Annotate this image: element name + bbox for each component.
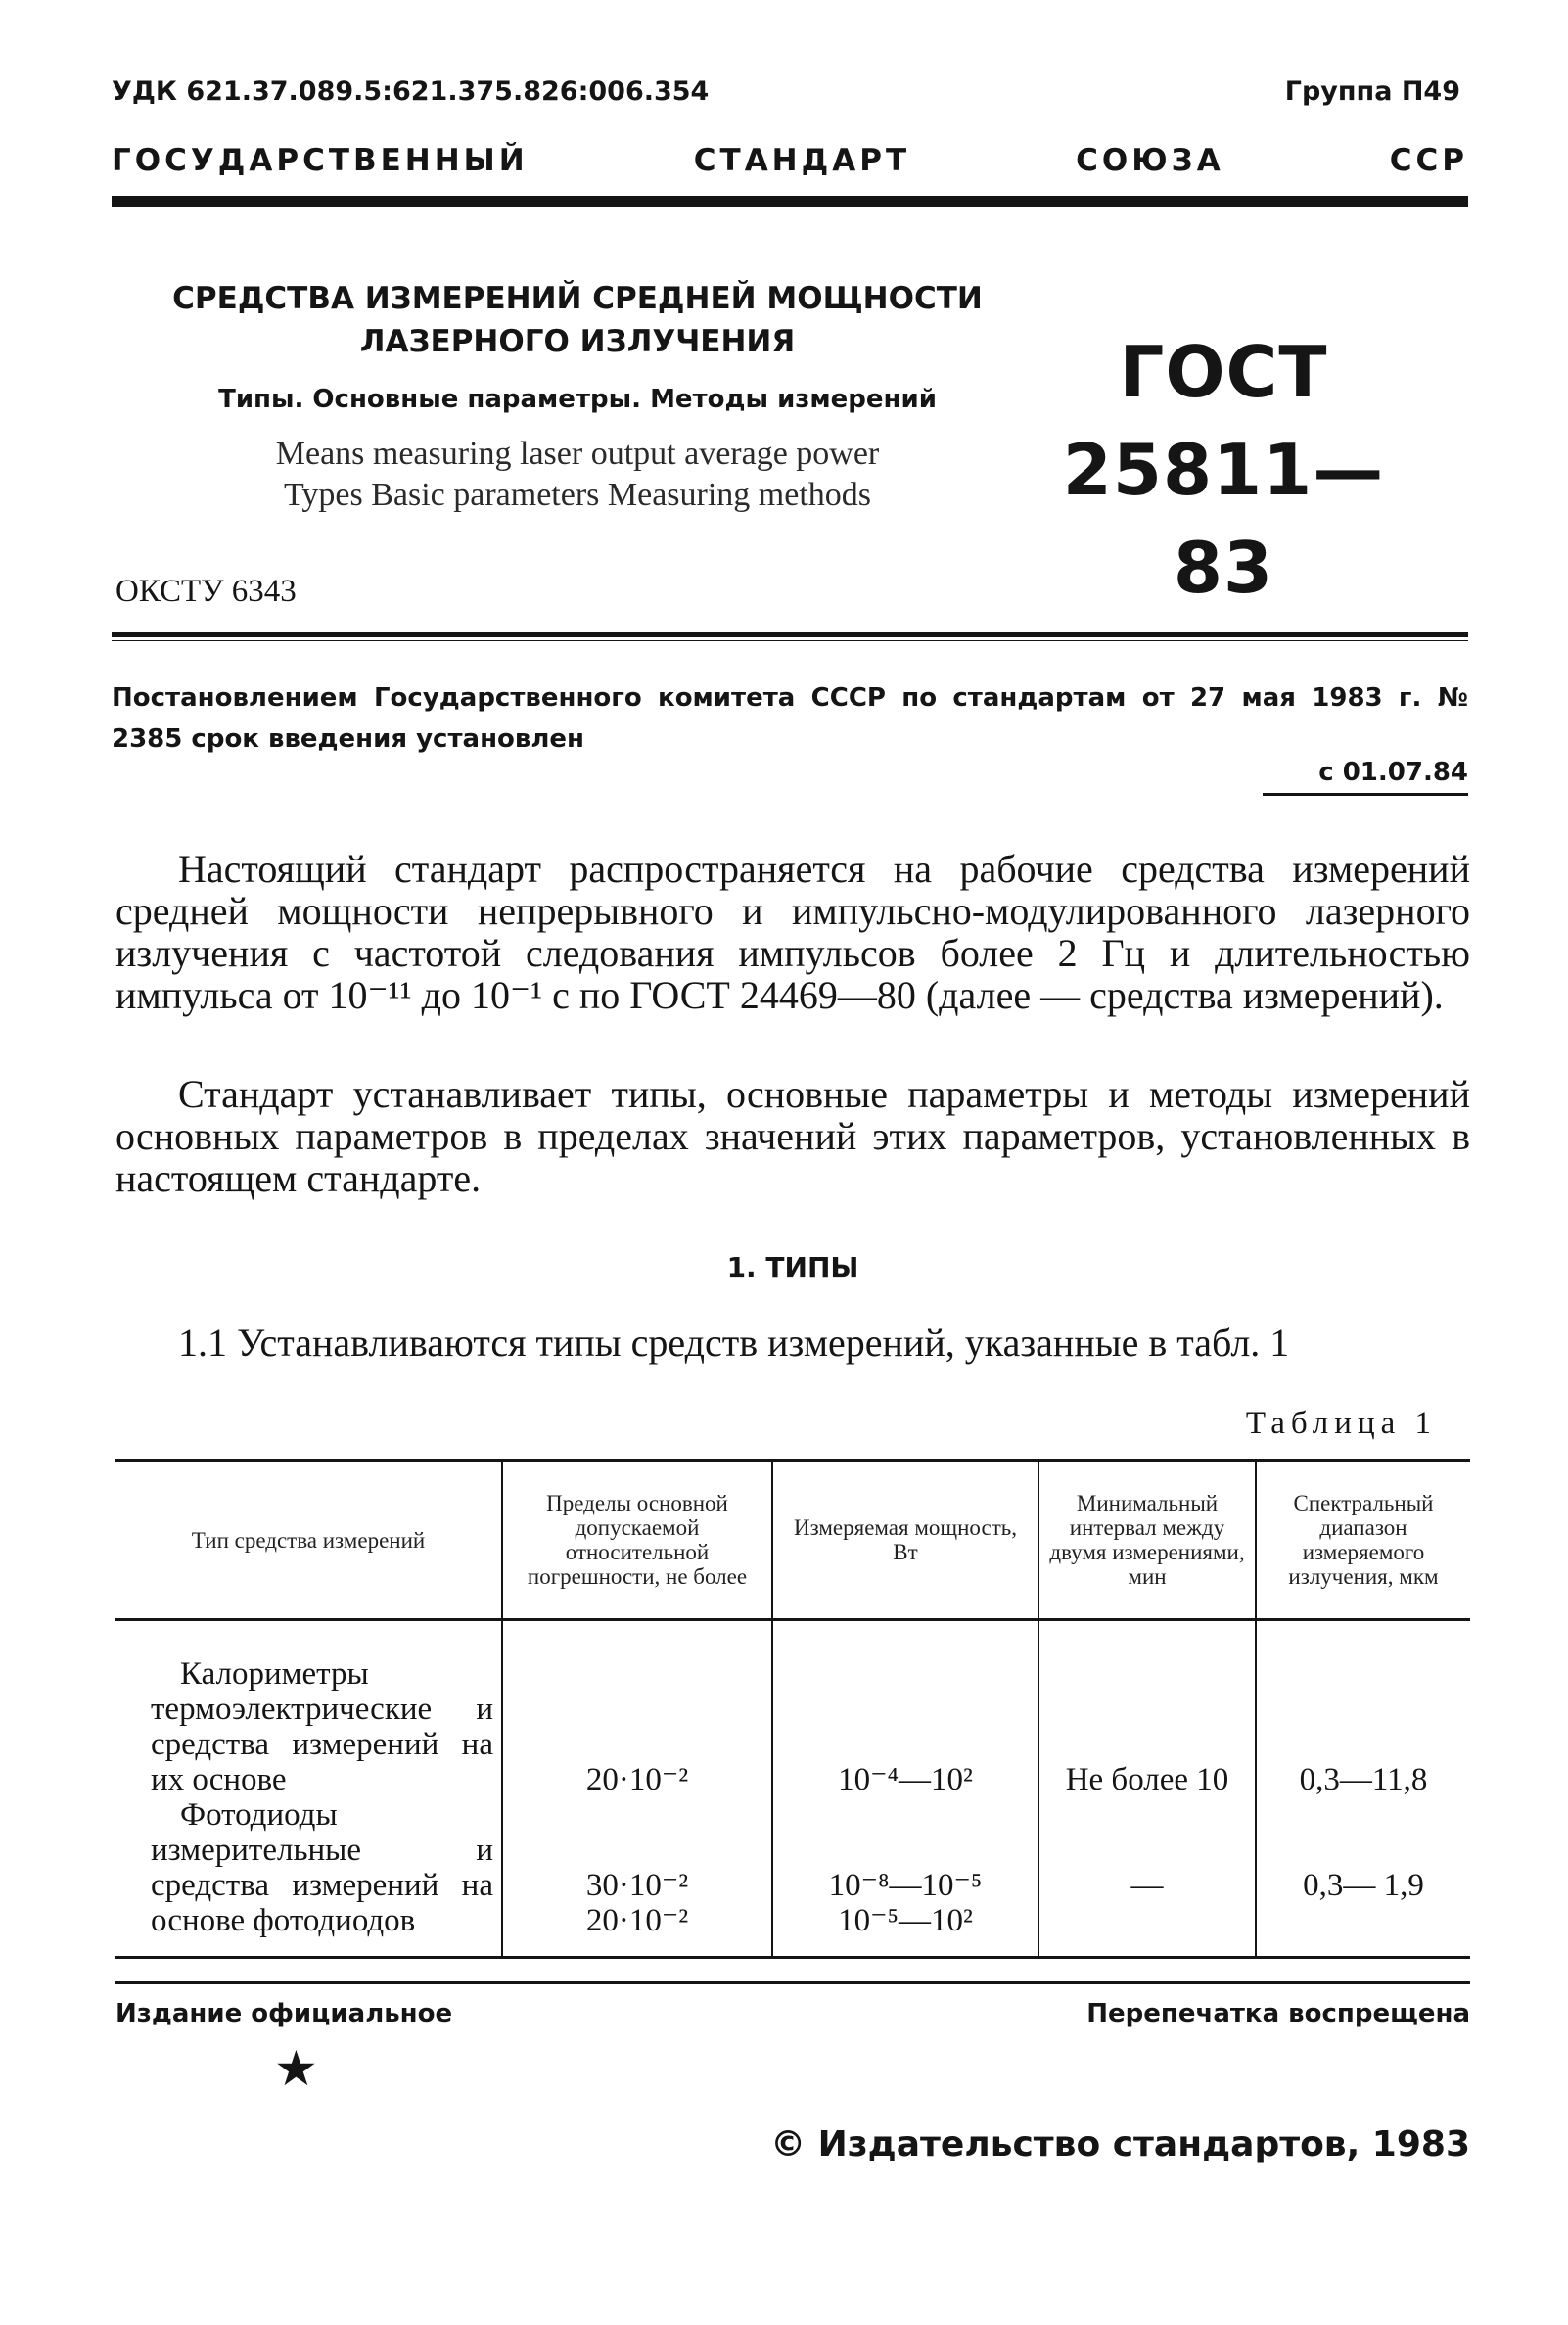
instrument-type: Калориметры термоэлектрические и средства измерений на их основе [151,1656,493,1797]
okstu-rule [112,632,1468,637]
document-title [157,277,998,363]
spectrum-value: 0,3— 1,9 [1303,1868,1424,1903]
footer-rule [115,1981,1470,1984]
title-line: СРЕДСТВА ИЗМЕРЕНИЙ СРЕДНЕЙ МОЩНОСТИ [172,281,983,316]
okstu-code: ОКСТУ 6343 [115,574,297,609]
spectrum-value: 0,3—11,8 [1299,1762,1428,1797]
interval-cell [1038,1620,1256,1958]
interval-value: — [1130,1868,1164,1903]
effective-date: с 01.07.84 [1318,758,1468,787]
date-underline [1263,793,1468,796]
okstu-rule-thin [112,640,1468,641]
gost-label: ГОСТ [1119,331,1328,413]
scope-paragraph: Настоящий стандарт распространяется на рабочие средства измерений средней мощности непрерывного и импульсно-модулированного лазерного излучения с частотой следования импульсов более 2 Гц и длительностью импульса от 10⁻¹¹ до 10⁻¹ с по ГОСТ 24469—80 (далее — средства измерений). [115,847,1470,1017]
power-value: 10⁻⁸—10⁻⁵ [828,1868,983,1903]
power-value: 10⁻⁵—10² [838,1903,973,1938]
state-standard-heading [112,143,1468,178]
section-heading: 1. ТИПЫ [726,1251,859,1283]
column-header: Спектральный диапазон измеряемого излучения, мкм [1256,1461,1470,1620]
gost-designation [1057,323,1390,617]
heading-word: ССР [1389,143,1468,178]
official-edition: Издание официальное [115,1999,453,2028]
header-rule-thick [112,196,1468,207]
title-line: ЛАЗЕРНОГО ИЗЛУЧЕНИЯ [359,324,796,359]
column-header: Пределы основной допускаемой относительной погрешности, не более [502,1461,772,1620]
power-value: 10⁻⁴—10² [838,1762,973,1797]
type-cell [115,1620,502,1958]
error-value: 20·10⁻² [585,1903,689,1938]
spectrum-cell [1256,1620,1470,1958]
table-label: Таблица 1 [1245,1406,1437,1441]
error-cell [502,1620,772,1958]
column-header: Измеряемая мощность, Вт [772,1461,1038,1620]
copyright-notice: © Издательство стандартов, 1983 [770,2124,1470,2164]
group-code: Группа П49 [1284,76,1460,107]
table-row [115,1620,1470,1958]
error-value: 20·10⁻² [585,1762,689,1797]
heading-word: СОЮЗА [1076,143,1224,178]
heading-word: СТАНДАРТ [693,143,911,178]
power-cell [772,1620,1038,1958]
clause-1-1: 1.1 Устанавливаются типы средств измерений, указанные в табл. 1 [178,1321,1290,1365]
english-title-line: Types Basic parameters Measuring methods [283,477,871,513]
gost-number: 25811—83 [1062,429,1385,609]
star-icon: ★ [274,2041,318,2096]
table-header-row [115,1461,1470,1620]
english-title-line: Means measuring laser output average power [275,436,880,472]
document-subtitle: Типы. Основные параметры. Методы измерений [218,385,937,414]
instrument-type: Фотодиоды измерительные и средства измерений на основе фотодиодов [151,1797,493,1938]
decree-text: Постановлением Государственного комитета СССР по стандартам от 27 мая 1983 г. № 2385 срок введения установлен [112,683,1468,754]
heading-word: ГОСУДАРСТВЕННЫЙ [112,143,529,178]
column-header: Тип средства измерений [115,1461,502,1620]
udc-code: УДК 621.37.089.5:621.375.826:006.354 [112,76,710,107]
error-value: 30·10⁻² [585,1868,689,1903]
english-title [157,434,998,516]
column-header: Минимальный интервал между двумя измерениями, мин [1038,1461,1256,1620]
types-table [115,1459,1470,1959]
interval-value: Не более 10 [1065,1762,1229,1797]
reprint-forbidden: Перепечатка воспрещена [1086,1999,1470,2028]
content-paragraph: Стандарт устанавливает типы, основные параметры и методы измерений основных параметров в пределах значений этих параметров, установленных в настоящем стандарте. [115,1072,1470,1200]
